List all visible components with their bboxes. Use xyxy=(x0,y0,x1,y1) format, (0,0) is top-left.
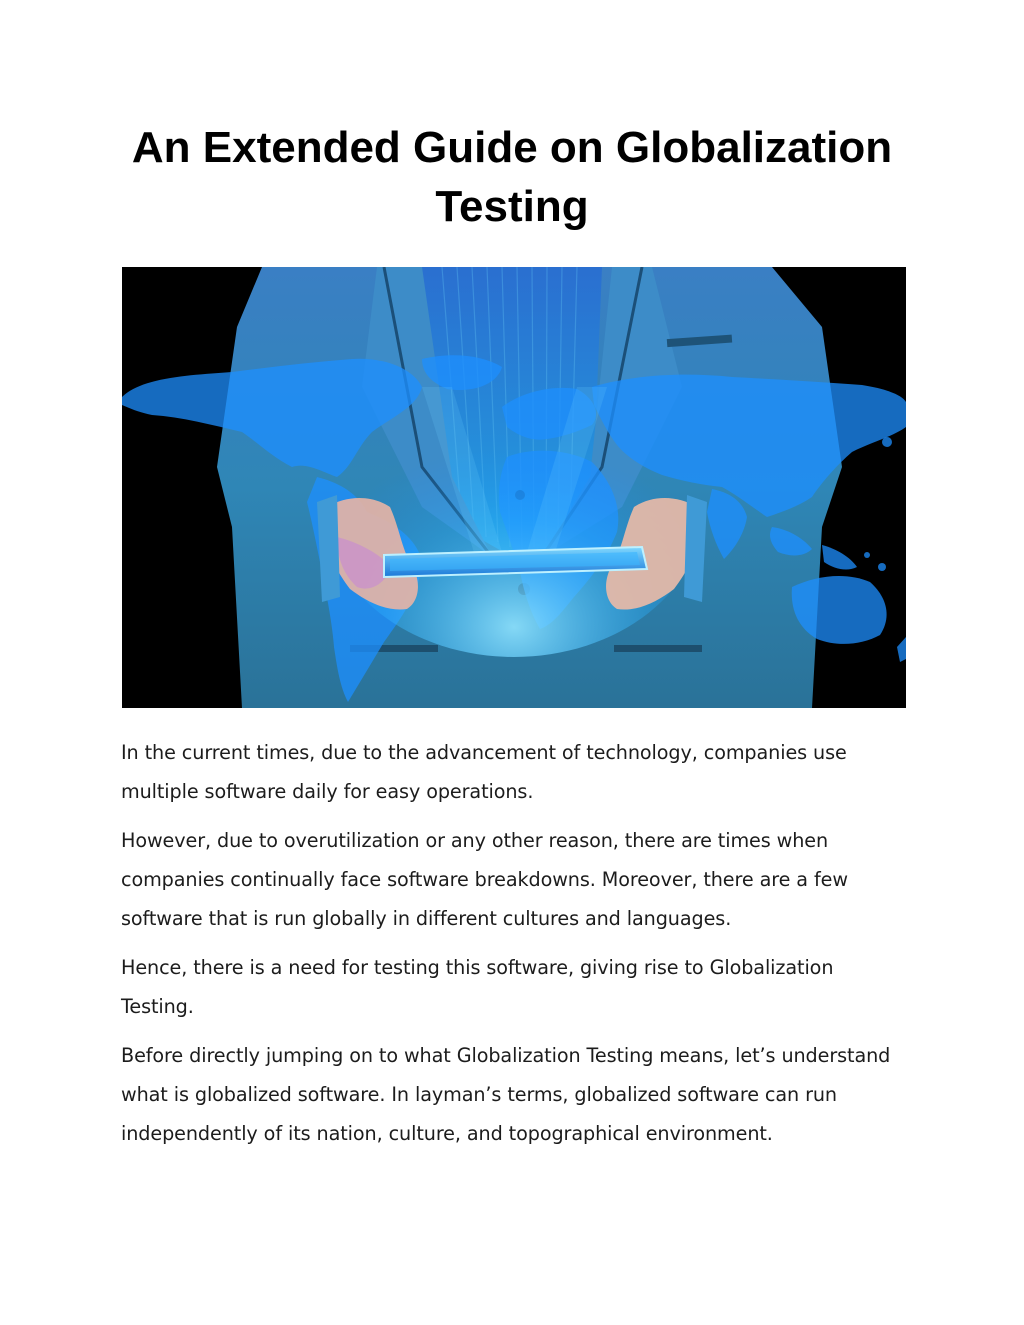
paragraph: Hence, there is a need for testing this software, giving rise to Globalization Testing. xyxy=(121,956,834,1018)
businessman-tablet-world-map-illustration xyxy=(122,267,906,708)
article-body xyxy=(121,733,911,1163)
hero-image xyxy=(122,267,906,708)
paragraph: However, due to overutilization or any other reason, there are times when companies continually face software breakdowns. Moreover, there are a few software that is run globally in different cultures and languages. xyxy=(121,829,848,930)
page-title: An Extended Guide on Globalization Testing xyxy=(131,123,893,231)
paragraph: In the current times, due to the advancement of technology, companies use multiple software daily for easy operations. xyxy=(121,741,847,803)
paragraph: Before directly jumping on to what Globalization Testing means, let’s understand what is globalized software. In layman’s terms, globalized software can run independently of its nation, culture, and topographical environment. xyxy=(121,1044,891,1145)
